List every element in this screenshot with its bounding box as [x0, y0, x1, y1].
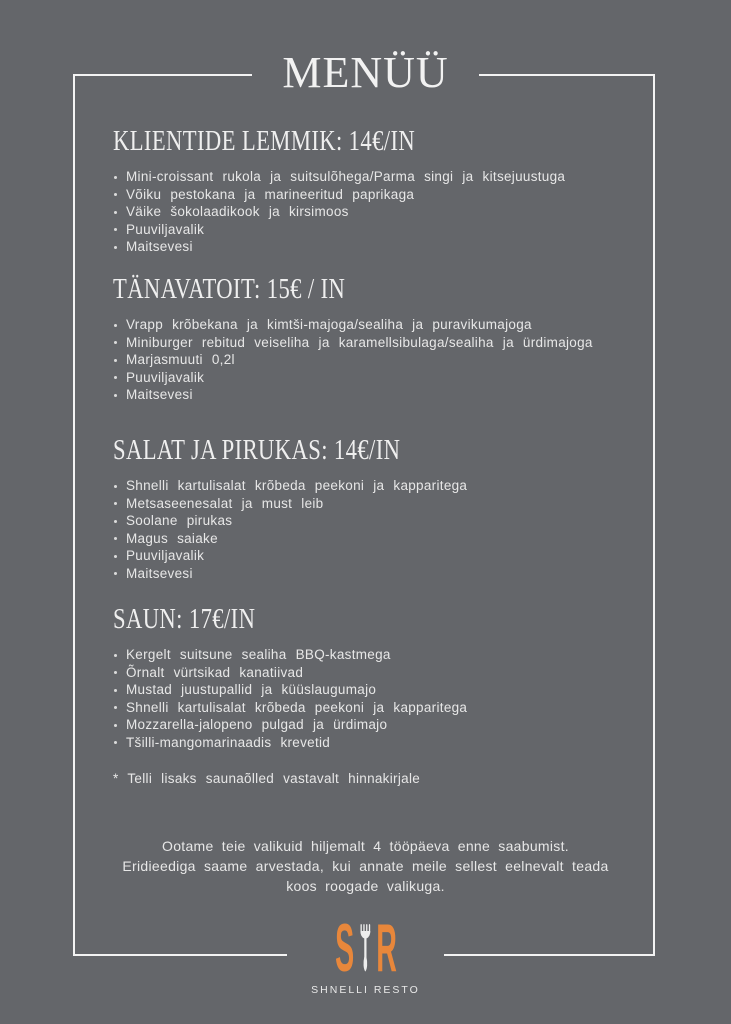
logo-letter-s: S [334, 910, 355, 986]
section-salat-ja-pirukas [113, 435, 671, 582]
menu-item: Puuviljavalik [113, 547, 671, 565]
menu-title-row [0, 48, 731, 122]
restaurant-name: SHNELLI RESTO [311, 984, 420, 996]
fork-icon [357, 919, 374, 977]
menu-item: Maitsevesi [113, 238, 671, 256]
restaurant-logo [0, 910, 731, 1024]
ordering-notice-line: Eridieediga saame arvestada, kui annate meile sellest eelnevalt teada [122, 858, 609, 874]
section-klientide-lemmik [113, 126, 671, 256]
logo-letters [311, 910, 420, 986]
menu-item: Vrapp krõbekana ja kimtši-majoga/sealiha ja puravikumajoga [113, 316, 671, 334]
menu-item: Shnelli kartulisalat krõbeda peekoni ja kapparitega [113, 699, 671, 717]
section-heading: TÄNAVATOIT: 15€ / IN [113, 273, 346, 305]
menu-item: Väike šokolaadikook ja kirsimoos [113, 203, 671, 221]
section-heading: KLIENTIDE LEMMIK: 14€/IN [113, 125, 416, 157]
menu-item: Mustad juustupallid ja küüslaugumajo [113, 681, 671, 699]
menu-item: Puuviljavalik [113, 369, 671, 387]
menu-item: Kergelt suitsune sealiha BBQ-kastmega [113, 646, 671, 664]
menu-list [113, 477, 671, 582]
menu-item: Magus saiake [113, 530, 671, 548]
menu-item: Marjasmuuti 0,2l [113, 351, 671, 369]
menu-item: Metsaseenesalat ja must leib [113, 495, 671, 513]
section-tanavatoit [113, 274, 671, 404]
page-title: MENÜÜ [252, 49, 478, 97]
menu-item: Võiku pestokana ja marineeritud paprikaga [113, 186, 671, 204]
ordering-notice-line: koos roogade valikuga. [286, 878, 445, 894]
menu-item: Shnelli kartulisalat krõbeda peekoni ja kapparitega [113, 477, 671, 495]
menu-item: Maitsevesi [113, 386, 671, 404]
section-saun [113, 604, 671, 788]
ordering-notice [0, 836, 731, 896]
menu-item: Tšilli-mangomarinaadis krevetid [113, 734, 671, 752]
section-heading: SAUN: 17€/IN [113, 603, 256, 635]
section-heading: SALAT JA PIRUKAS: 14€/IN [113, 434, 401, 466]
ordering-notice-line: Ootame teie valikuid hiljemalt 4 tööpäeva enne saabumist. [162, 838, 569, 854]
menu-item: Maitsevesi [113, 565, 671, 583]
menu-list [113, 316, 671, 404]
menu-item: Soolane pirukas [113, 512, 671, 530]
menu-item: Õrnalt vürtsikad kanatiivad [113, 664, 671, 682]
menu-item: Mozzarella-jalopeno pulgad ja ürdimajo [113, 716, 671, 734]
menu-list [113, 646, 671, 751]
sauna-beer-note: * Telli lisaks saunaõlled vastavalt hinnakirjale [113, 771, 421, 786]
menu-item: Puuviljavalik [113, 221, 671, 239]
menu-item: Miniburger rebitud veiseliha ja karamellsibulaga/sealiha ja ürdimajoga [113, 334, 671, 352]
menu-item: Mini-croissant rukola ja suitsulõhega/Parma singi ja kitsejuustuga [113, 168, 671, 186]
logo-letter-r: R [376, 910, 397, 986]
logo-box [287, 910, 444, 996]
menu-list [113, 168, 671, 256]
